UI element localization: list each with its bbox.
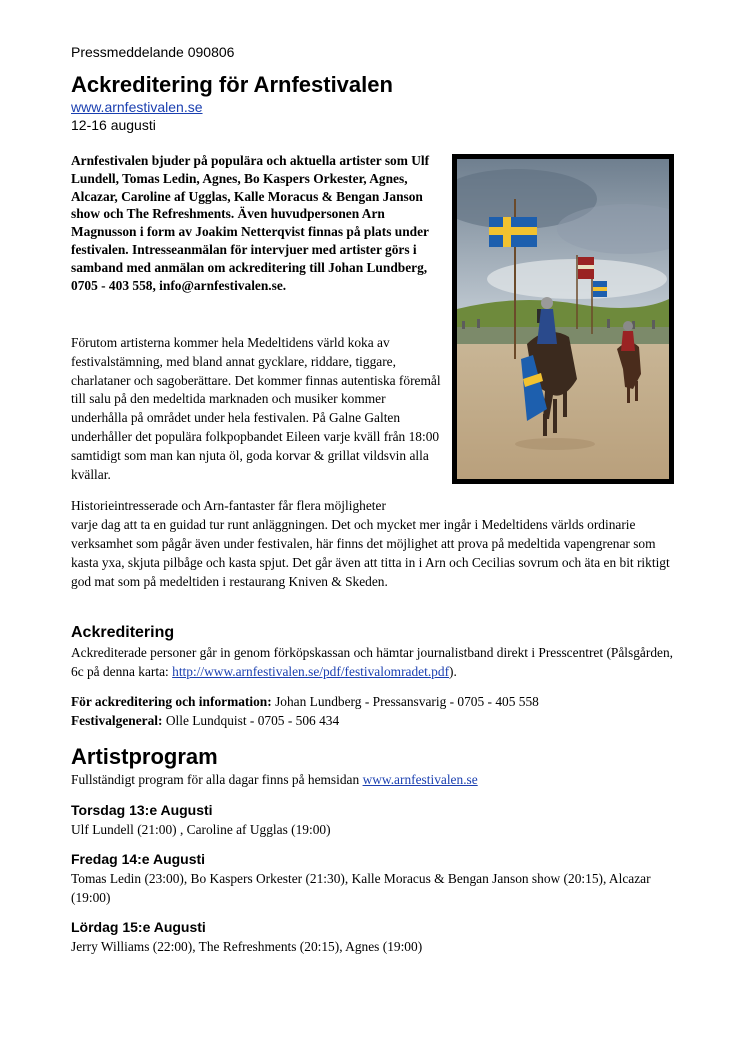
contact-info [71,692,681,730]
day-artists-friday: Tomas Ledin (23:00), Bo Kaspers Orkester (21:30), Kalle Moracus & Bengan Janson show (20:15), Alcazar (19:00) [71,871,651,905]
festival-dates: 12-16 augusti [71,117,156,133]
contact-label: För ackreditering och information: [71,694,272,709]
program-website-link[interactable]: www.arnfestivalen.se [362,772,478,787]
day-artists-saturday: Jerry Williams (22:00), The Refreshments (20:15), Agnes (19:00) [71,939,423,954]
paragraph-history-line1: Historieintresserade och Arn-fantaster får flera möjligheter [71,498,386,513]
paragraph-history [71,497,681,592]
day-artists-thursday: Ulf Lundell (21:00) , Caroline af Ugglas (19:00) [71,822,331,837]
program-heading: Artistprogram [71,744,218,769]
accreditation-text-before: Ackrediterade personer går in genom förköpskassan och hämtar journalistband direkt i Presscentret (Pålsgården, 6c på denna karta: [71,645,674,679]
knight-photo [452,154,674,484]
general-label: Festivalgeneral: [71,713,163,728]
paragraph-festival-world: Förutom artisterna kommer hela Medeltidens värld koka av festivalstämning, med bland annat gycklare, riddare, tiggare, charlataner och sagoberättare. Det kommer finnas autentiska föremål till salu på den medeltida marknaden och musiker kommer underhålla på området under hela festivalen. På Galne Galten underhåller det populära folkpopbandet Eileen varje kväll från 18:00 samtidigt som man kan njuta öl, goda korvar & grillat vildsvin alla kvällar. [71,335,441,482]
website-link[interactable]: www.arnfestivalen.se [71,99,203,115]
day-heading-friday: Fredag 14:e Augusti [71,851,206,867]
map-pdf-link[interactable]: http://www.arnfestivalen.se/pdf/festivalomradet.pdf [172,664,450,679]
general-value: Olle Lundquist - 0705 - 506 434 [162,713,340,728]
contact-value: Johan Lundberg - Pressansvarig - 0705 - 405 558 [271,694,539,709]
day-heading-thursday: Torsdag 13:e Augusti [71,802,213,818]
accreditation-text [71,643,681,681]
day-heading-saturday: Lördag 15:e Augusti [71,919,206,935]
accreditation-heading: Ackreditering [71,624,175,641]
paragraph-history-rest: varje dag att ta en guidad tur runt anläggningen. Det och mycket mer ingår i Medeltidens världs ordinarie verksamhet som pågår även under festivalen, här finns det möjlighet att prova på medeltida vapengrenar som kasta yxa, skjuta pilbåge och kasta spjut. Det går även att titta in i Arn och Cecilias sovrum och äta en bit riktigt god mat som på medeltiden i restaurang Kniven & Skeden. [71,516,670,589]
press-release-label: Pressmeddelande 090806 [71,44,235,60]
accreditation-text-after: ). [449,664,457,679]
intro-paragraph: Arnfestivalen bjuder på populära och aktuella artister som Ulf Lundell, Tomas Ledin, Agnes, Bo Kaspers Orkester, Agnes, Alcazar, Caroline af Ugglas, Kalle Moracus & Bengan Janson show och The Refreshments. Även huvudpersonen Arn Magnusson i form av Joakim Netterqvist finnas på plats under festivalen. Intresseanmälan för intervjuer med artister görs i samband med anmälan om ackreditering till Johan Lundberg, 0705 - 403 558, info@arnfestivalen.se. [71,153,430,293]
page-title: Ackreditering för Arnfestivalen [71,72,393,97]
program-intro-text: Fullständigt program för alla dagar finns på hemsidan [71,772,363,787]
program-intro [71,770,681,789]
